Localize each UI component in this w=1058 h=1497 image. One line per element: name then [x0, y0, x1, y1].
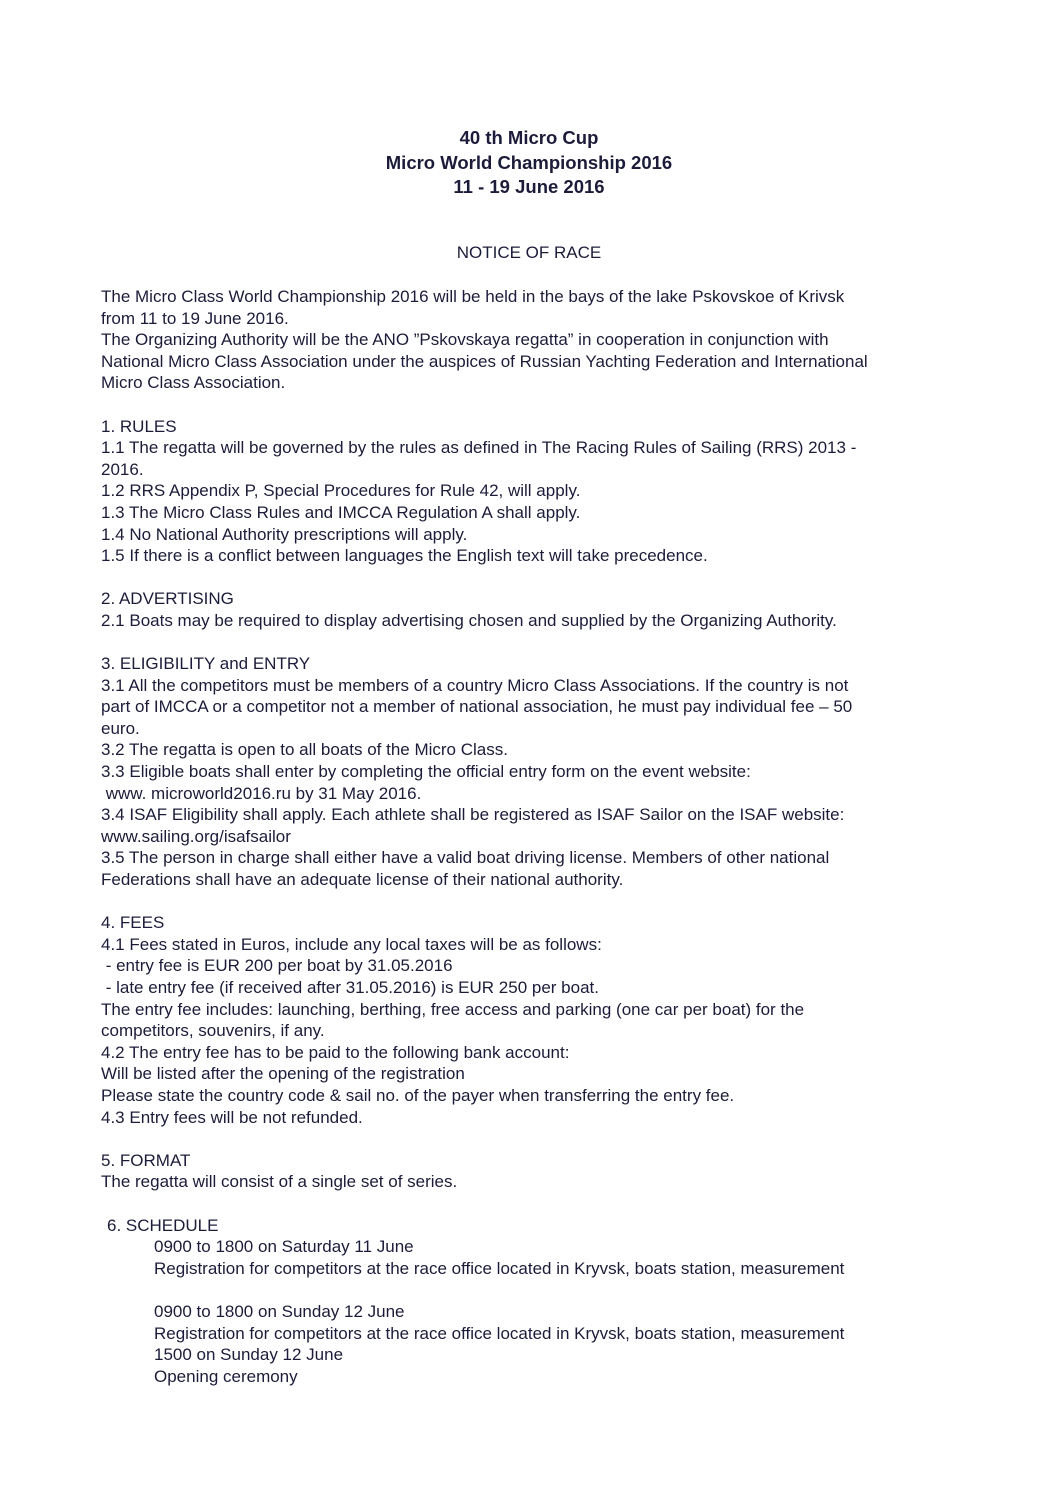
rules-line: 1.2 RRS Appendix P, Special Procedures for Rule 42, will apply. — [101, 481, 581, 501]
eligibility-line: 3.1 All the competitors must be members of a country Micro Class Associations. If the country is not — [101, 675, 849, 695]
section-heading: 5. FORMAT — [101, 1150, 191, 1170]
rules-line: 1.1 The regatta will be governed by the rules as defined in The Racing Rules of Sailing (RRS) 2013 - — [101, 438, 857, 458]
isaf-website-line: www.sailing.org/isafsailor — [101, 826, 291, 846]
fees-line: Will be listed after the opening of the registration — [101, 1064, 465, 1084]
section-heading: 1. RULES — [101, 416, 177, 436]
intro-line: National Micro Class Association under the auspices of Russian Yachting Federation and International — [101, 351, 868, 371]
eligibility-line: euro. — [101, 718, 140, 738]
fees-line: The entry fee includes: launching, berthing, free access and parking (one car per boat) for the — [101, 999, 805, 1019]
fees-line: - late entry fee (if received after 31.05.2016) is EUR 250 per boat. — [101, 978, 599, 997]
rules-section — [101, 416, 961, 567]
title-line-2: Micro World Championship 2016 — [385, 151, 673, 173]
fees-line: 4.1 Fees stated in Euros, include any local taxes will be as follows: — [101, 934, 602, 954]
eligibility-line: 3.4 ISAF Eligibility shall apply. Each athlete shall be registered as ISAF Sailor on the ISAF website: — [101, 805, 845, 825]
eligibility-line: 3.2 The regatta is open to all boats of the Micro Class. — [101, 740, 508, 760]
schedule-line: 1500 on Sunday 12 June — [154, 1345, 344, 1365]
section-heading: 4. FEES — [101, 913, 165, 933]
fees-line: - entry fee is EUR 200 per boat by 31.05.2016 — [101, 956, 453, 976]
intro-line: Micro Class Association. — [101, 373, 286, 393]
schedule-line: 0900 to 1800 on Sunday 12 June — [154, 1301, 405, 1321]
intro-line: The Micro Class World Championship 2016 will be held in the bays of the lake Pskovskoe of Krivsk — [101, 287, 845, 306]
document-title — [0, 126, 1058, 200]
schedule-line: 0900 to 1800 on Saturday 11 June — [154, 1237, 414, 1257]
intro-line: from 11 to 19 June 2016. — [101, 308, 289, 328]
schedule-line: Registration for competitors at the race office located in Kryvsk, boats station, measurement — [154, 1323, 845, 1343]
schedule-line: Opening ceremony — [154, 1366, 298, 1386]
intro-section — [101, 286, 961, 394]
fees-line: 4.2 The entry fee has to be paid to the following bank account: — [101, 1042, 570, 1062]
eligibility-section — [101, 653, 961, 891]
section-heading: 3. ELIGIBILITY and ENTRY — [101, 654, 311, 674]
fees-line: Please state the country code & sail no. of the payer when transferring the entry fee. — [101, 1085, 735, 1105]
event-website-line: www. microworld2016.ru by 31 May 2016. — [101, 783, 422, 803]
rules-line: 1.3 The Micro Class Rules and IMCCA Regulation A shall apply. — [101, 502, 581, 522]
advertising-section — [101, 588, 961, 631]
schedule-line: Registration for competitors at the race office located in Kryvsk, boats station, measurement — [154, 1258, 845, 1278]
section-heading: 2. ADVERTISING — [101, 589, 234, 609]
rules-line: 2016. — [101, 459, 144, 479]
title-line-3: 11 - 19 June 2016 — [453, 176, 605, 197]
format-section — [101, 1150, 961, 1193]
advertising-line: 2.1 Boats may be required to display advertising chosen and supplied by the Organizing Authority. — [101, 610, 837, 630]
rules-line: 1.5 If there is a conflict between languages the English text will take precedence. — [101, 546, 708, 566]
schedule-section — [101, 1215, 961, 1388]
notice-heading: NOTICE OF RACE — [456, 243, 602, 262]
eligibility-line: 3.5 The person in charge shall either have a valid boat driving license. Members of other national — [101, 848, 830, 868]
rules-line: 1.4 No National Authority prescriptions will apply. — [101, 524, 468, 544]
eligibility-line: 3.3 Eligible boats shall enter by completing the official entry form on the event website: — [101, 762, 751, 782]
eligibility-line: part of IMCCA or a competitor not a member of national association, he must pay individual fee – 50 — [101, 697, 853, 717]
fees-section — [101, 912, 961, 1128]
title-line-1: 40 th Micro Cup — [459, 127, 599, 148]
section-heading: 6. SCHEDULE — [107, 1215, 219, 1235]
document-body — [101, 286, 961, 1387]
intro-line: The Organizing Authority will be the ANO ”Pskovskaya regatta” in cooperation in conjunction with — [101, 330, 829, 350]
format-line: The regatta will consist of a single set of series. — [101, 1172, 458, 1192]
fees-line: competitors, souvenirs, if any. — [101, 1021, 325, 1041]
fees-line: 4.3 Entry fees will be not refunded. — [101, 1107, 363, 1127]
eligibility-line: Federations shall have an adequate license of their national authority. — [101, 870, 624, 890]
